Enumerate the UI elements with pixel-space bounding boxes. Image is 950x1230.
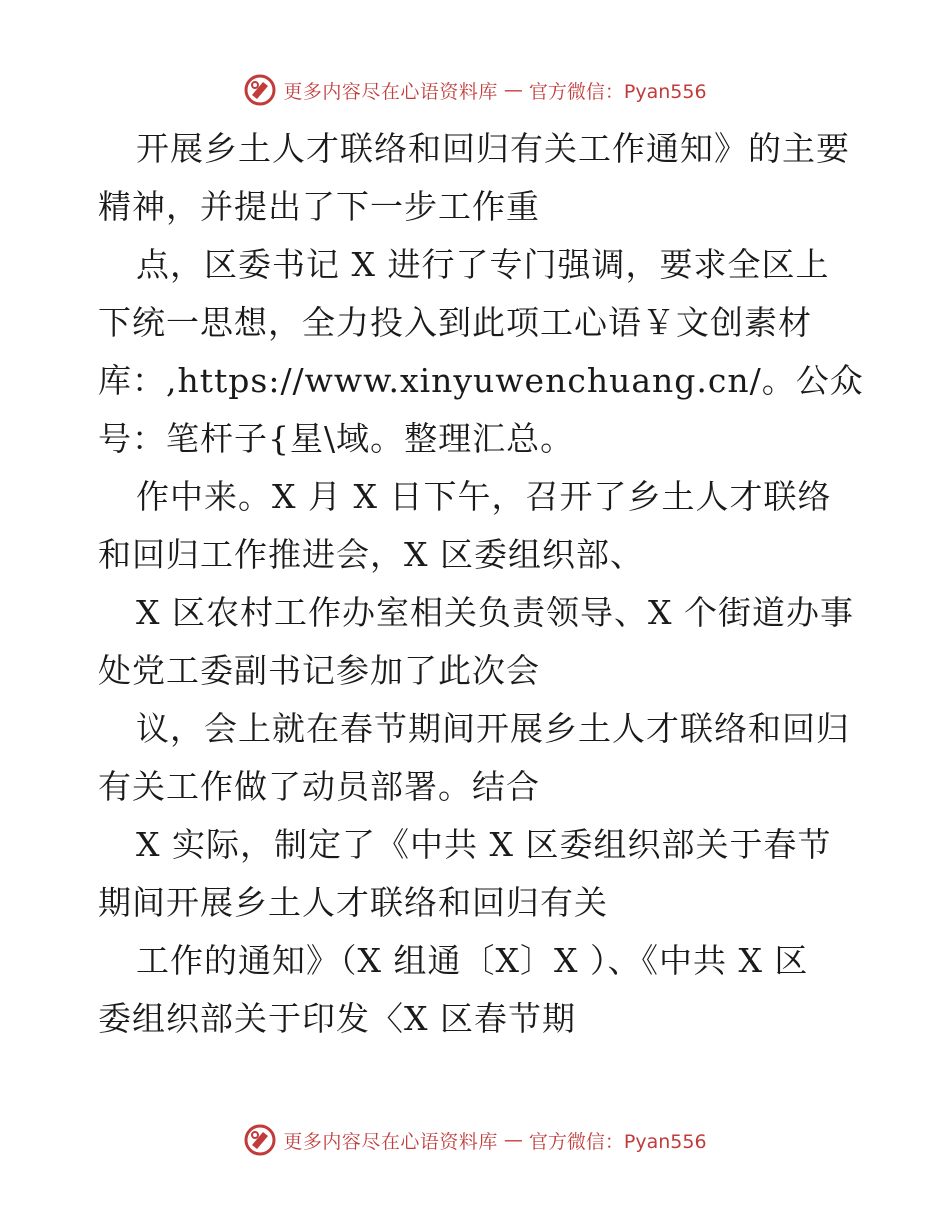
body-line: 处党工委副书记参加了此次会: [98, 651, 540, 690]
body-line: 委组织部关于印发〈X 区春节期: [98, 999, 576, 1038]
banner-wechat: 官方微信：Pyan556: [528, 80, 707, 103]
logo-icon: [243, 1123, 277, 1157]
body-line: 库：,https://www.xinyuwenchuang.cn/。公众: [98, 361, 864, 400]
body-line: 和回归工作推进会，X 区委组织部、: [98, 535, 644, 574]
body-line: 期间开展乡土人才联络和回归有关: [98, 883, 608, 922]
body-line: X 实际，制定了《中共 X 区委组织部关于春节: [136, 825, 832, 864]
body-line: 工作的通知》（X 组通〔X〕X ）、《中共 X 区: [136, 941, 809, 980]
banner-title: 更多内容尽在心语资料库: [283, 80, 498, 103]
body-line: X 区农村工作办室相关负责领导、X 个街道办事: [136, 593, 854, 632]
body-line: 精神，并提出了下一步工作重: [98, 187, 540, 226]
banner-dash: —: [503, 79, 523, 101]
document-body: [98, 120, 864, 1048]
body-line: 下统一思想，全力投入到此项工心语￥文创素材: [98, 303, 812, 342]
banner-dash: —: [503, 1129, 523, 1151]
body-line: 议，会上就在春节期间开展乡土人才联络和回归: [136, 709, 850, 748]
banner-title: 更多内容尽在心语资料库: [283, 1130, 498, 1153]
footer-banner: [0, 1120, 950, 1160]
body-line: 作中来。X 月 X 日下午，召开了乡土人才联络: [136, 477, 832, 516]
banner-wechat: 官方微信：Pyan556: [528, 1130, 707, 1153]
header-banner: [0, 70, 950, 110]
body-line: 号：笔杆子{星\域。整理汇总。: [98, 419, 575, 458]
body-line: 有关工作做了动员部署。结合: [98, 767, 540, 806]
body-line: 点，区委书记 X 进行了专门强调，要求全区上: [136, 245, 830, 284]
body-line: 开展乡土人才联络和回归有关工作通知》的主要: [136, 129, 850, 168]
logo-icon: [243, 73, 277, 107]
